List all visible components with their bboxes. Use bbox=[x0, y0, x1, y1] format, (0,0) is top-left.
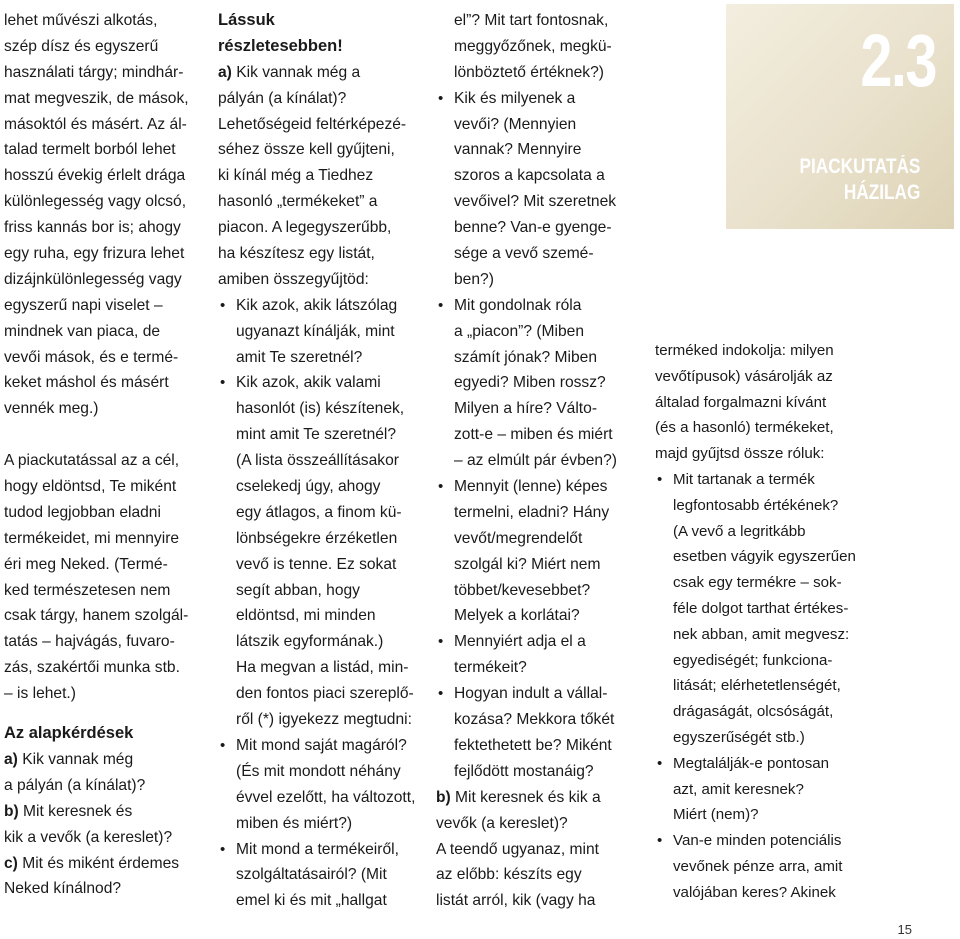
question-line bbox=[4, 851, 204, 877]
text-line: ben?) bbox=[454, 270, 494, 288]
text-line: a „piacon”? (Miben bbox=[454, 322, 585, 340]
text-line: ről (*) igyekezz megtudni: bbox=[236, 711, 412, 729]
text-line: Lehetőségeid feltérképezé- bbox=[218, 115, 407, 133]
text-line: hasonlót (is) készítenek, bbox=[236, 400, 405, 418]
text-line: vevőtípusok) vásárolják az bbox=[655, 367, 833, 385]
text-line: amit Te szeretnél? bbox=[236, 348, 363, 366]
question-text: Mit és miként érdemes bbox=[17, 854, 180, 872]
text-line: mindnek van piaca, de bbox=[4, 322, 161, 340]
column-4 bbox=[655, 338, 855, 906]
text-line: termékeit? bbox=[454, 659, 527, 677]
text-line: hasonló „termékeket” a bbox=[218, 193, 378, 211]
text-line: kozása? Mekkora tőkét bbox=[454, 711, 615, 729]
text-line: évvel ezelőtt, ha változott, bbox=[236, 788, 416, 806]
text-line: hosszú évekig érlelt drága bbox=[4, 167, 186, 185]
chapter-title-line-2: HÁZILAG bbox=[843, 181, 920, 204]
column-2 bbox=[218, 8, 428, 914]
text-line: egyszerűségét stb.) bbox=[673, 728, 805, 746]
text-line: Lássuk bbox=[218, 11, 275, 29]
question-label: c) bbox=[4, 854, 18, 872]
text-line: – az elmúlt pár évben?) bbox=[454, 452, 617, 470]
text-line: tatás – hajvágás, fuvaro- bbox=[4, 633, 175, 651]
text-line: Milyen a híre? Válto- bbox=[454, 400, 598, 418]
bullet-item bbox=[655, 828, 855, 854]
text-line: esetben vágyik egyszerűen bbox=[673, 548, 856, 566]
bullet-text: Mit mond a termékeiről, bbox=[236, 840, 399, 858]
bullet-item bbox=[436, 86, 646, 112]
text-line: szép dísz és egyszerű bbox=[4, 37, 159, 55]
chapter-box bbox=[726, 4, 954, 229]
text-line: egyediségét; funkciona- bbox=[673, 651, 833, 669]
text-line: drágaságát, olcsóságát, bbox=[673, 703, 834, 721]
question-text: Kik vannak még bbox=[17, 750, 134, 768]
text-line: séhez össze kell gyűjteni, bbox=[218, 141, 395, 159]
bullet-text: Mennyit (lenne) képes bbox=[454, 478, 608, 496]
bullet-text: Megtalálják-e pontosan bbox=[673, 754, 830, 772]
bullet-item bbox=[218, 733, 428, 759]
text-line: vevő is tenne. Ez sokat bbox=[236, 555, 397, 573]
bullet-text: Mennyiért adja el a bbox=[454, 633, 586, 651]
bullet-text: Van-e minden potenciális bbox=[673, 832, 842, 850]
text-line: azt, amit keresnek? bbox=[673, 780, 804, 798]
bullet-text: Kik azok, akik valami bbox=[236, 374, 381, 392]
question-line bbox=[4, 747, 204, 773]
text-line: legfontosabb értékének? bbox=[673, 496, 839, 514]
text-line: segít abban, hogy bbox=[236, 581, 360, 599]
text-line: Melyek a korlátai? bbox=[454, 607, 580, 625]
bullet-text: Mit tartanak a termék bbox=[673, 470, 815, 488]
text-line: lehet művészi alkotás, bbox=[4, 12, 158, 29]
text-line: Ha megvan a listád, min- bbox=[236, 659, 409, 677]
text-line: fektethetett be? Miként bbox=[454, 736, 612, 754]
bullet-icon: • bbox=[657, 470, 663, 488]
text-line: keket máshol és másért bbox=[4, 374, 169, 392]
text-line: számít jónak? Miben bbox=[454, 348, 598, 366]
text-line: féle dolgot tarthat értékes- bbox=[673, 599, 849, 617]
text-line: dizájnkülönlegesség vagy bbox=[4, 270, 182, 288]
text-line: eldöntsd, mi minden bbox=[236, 607, 376, 625]
text-line: általad forgalmazni kívánt bbox=[655, 393, 827, 411]
text-line: (A vevő a legritkább bbox=[673, 522, 806, 540]
text-line: vannak? Mennyire bbox=[454, 141, 582, 159]
text-line: részletesebben! bbox=[218, 36, 343, 55]
question-label: b) bbox=[436, 788, 451, 806]
text-line: valójában keres? Akinek bbox=[673, 883, 836, 901]
text-line: (A lista összeállításakor bbox=[236, 452, 399, 470]
text-line: mat megveszik, de mások, bbox=[4, 89, 189, 107]
bullet-icon: • bbox=[220, 374, 226, 392]
bullet-icon: • bbox=[438, 685, 444, 703]
bullet-item bbox=[436, 681, 646, 707]
text-line: kik a vevők (a kereslet)? bbox=[4, 828, 173, 846]
text-line: emel ki és mit „hallgat bbox=[236, 892, 387, 910]
text-line: csak egy termékre – sok- bbox=[673, 574, 842, 592]
text-line: hogy eldöntsd, Te miként bbox=[4, 478, 177, 496]
text-line: Miért (nem)? bbox=[673, 806, 759, 824]
text-line: A teendő ugyanaz, mint bbox=[436, 840, 599, 858]
bullet-item bbox=[218, 370, 428, 396]
text-line: egy ruha, egy frizura lehet bbox=[4, 245, 185, 263]
text-line: vevői mások, és e termé- bbox=[4, 348, 179, 366]
text-line: fejlődött mostanáig? bbox=[454, 762, 594, 780]
bullet-item bbox=[436, 293, 646, 319]
text-line: zás, szakértői munka stb. bbox=[4, 659, 180, 677]
text-line: különlegesség vagy olcsó, bbox=[4, 193, 187, 211]
text-line: vevők (a kereslet)? bbox=[436, 814, 568, 832]
text-line: látszik egyformának.) bbox=[236, 633, 384, 651]
text-line: (és a hasonló) termékeket, bbox=[655, 419, 834, 437]
bullet-icon: • bbox=[438, 296, 444, 314]
question-text: Mit keresnek és kik a bbox=[450, 788, 601, 806]
text-line: egyszerű napi viselet – bbox=[4, 296, 163, 314]
text-line: vevőt/megrendelőt bbox=[454, 529, 583, 547]
bullet-icon: • bbox=[220, 840, 226, 858]
text-line: a pályán (a kínálat)? bbox=[4, 776, 146, 794]
text-line: Neked kínálnod? bbox=[4, 880, 122, 898]
question-label: a) bbox=[4, 750, 18, 768]
question-line bbox=[218, 60, 428, 86]
text-line: litását; elérhetetlenségét, bbox=[673, 677, 841, 695]
bullet-text: Hogyan indult a vállal- bbox=[454, 685, 608, 703]
bullet-item bbox=[218, 293, 428, 319]
text-line: ki kínál még a Tiedhez bbox=[218, 167, 374, 185]
text-line: benne? Van-e gyenge- bbox=[454, 219, 612, 237]
spacer bbox=[4, 422, 204, 448]
column-3 bbox=[436, 8, 646, 914]
text-line: mint amit Te szeretnél? bbox=[236, 426, 397, 444]
text-line: zott-e – miben és miért bbox=[454, 426, 613, 444]
bullet-item bbox=[655, 751, 855, 777]
text-line: friss kannás bor is; ahogy bbox=[4, 219, 181, 237]
text-line: szolgál ki? Miért nem bbox=[454, 555, 601, 573]
text-line: cselekedj úgy, ahogy bbox=[236, 478, 381, 496]
bullet-item bbox=[655, 467, 855, 493]
text-line: pályán (a kínálat)? bbox=[218, 89, 347, 107]
text-line: termelni, eladni? Hány bbox=[454, 503, 610, 521]
text-line: csak tárgy, hanem szolgál- bbox=[4, 607, 189, 625]
bullet-text: Mit gondolnak róla bbox=[454, 296, 582, 314]
bullet-text: Kik és milyenek a bbox=[454, 89, 576, 107]
bullet-icon: • bbox=[438, 633, 444, 651]
text-line: (És mit mondott néhány bbox=[236, 762, 401, 780]
text-line: éri meg Neked. (Termé- bbox=[4, 555, 168, 573]
text-line: A piackutatással az a cél, bbox=[4, 452, 180, 470]
text-line: az előbb: készíts egy bbox=[436, 866, 582, 884]
text-line: el”? Mit tart fontosnak, bbox=[454, 12, 609, 29]
text-line: lönbségekre érzéketlen bbox=[236, 529, 398, 547]
text-line: listát arról, kik (vagy ha bbox=[436, 892, 596, 910]
text-line: egyedi? Miben rossz? bbox=[454, 374, 606, 392]
text-line: másoktól és másért. Az ál- bbox=[4, 115, 187, 133]
text-line: egy átlagos, a finom kü- bbox=[236, 503, 402, 521]
question-text: Kik vannak még a bbox=[231, 63, 361, 81]
text-line: lönböztető értéknek?) bbox=[454, 63, 604, 81]
text-line: miben és miért?) bbox=[236, 814, 353, 832]
bullet-item bbox=[218, 837, 428, 863]
text-line: ugyanazt kínálják, mint bbox=[236, 322, 395, 340]
text-line: használati tárgy; mindhár- bbox=[4, 63, 184, 81]
question-label: a) bbox=[218, 63, 232, 81]
text-line: vevői? (Mennyien bbox=[454, 115, 577, 133]
column-1 bbox=[4, 8, 204, 902]
spacer bbox=[4, 707, 204, 721]
bullet-item bbox=[436, 474, 646, 500]
text-line: többet/kevesebbet? bbox=[454, 581, 591, 599]
text-line: nek abban, amit megvesz: bbox=[673, 625, 850, 643]
text-line: terméked indokolja: milyen bbox=[655, 342, 834, 359]
bullet-icon: • bbox=[438, 478, 444, 496]
text-line: ha készítesz egy listát, bbox=[218, 245, 375, 263]
question-label: b) bbox=[4, 802, 19, 820]
text-line: tudod legjobban eladni bbox=[4, 503, 161, 521]
text-line: majd gyűjtsd össze róluk: bbox=[655, 445, 825, 463]
text-line: vevőnek pénze arra, amit bbox=[673, 857, 843, 875]
text-line: Az alapkérdések bbox=[4, 724, 134, 743]
page-number: 15 bbox=[897, 922, 912, 937]
text-line: talad termelt borból lehet bbox=[4, 141, 176, 159]
text-line: szoros a kapcsolata a bbox=[454, 167, 605, 185]
text-line: vennék meg.) bbox=[4, 400, 99, 418]
question-line bbox=[4, 799, 204, 825]
chapter-number: 2.3 bbox=[860, 19, 936, 102]
text-line: piacon. A legegyszerűbb, bbox=[218, 219, 392, 237]
text-line: meggyőzőnek, megkü- bbox=[454, 37, 612, 55]
text-line: szolgáltatásairól? (Mit bbox=[236, 866, 387, 884]
bullet-item bbox=[436, 629, 646, 655]
text-line: ked természetesen nem bbox=[4, 581, 171, 599]
bullet-text: Kik azok, akik látszólag bbox=[236, 296, 398, 314]
question-line bbox=[436, 785, 646, 811]
bullet-text: Mit mond saját magáról? bbox=[236, 736, 407, 754]
text-line: amiben összegyűjtöd: bbox=[218, 270, 369, 288]
bullet-icon: • bbox=[657, 754, 663, 772]
bullet-icon: • bbox=[438, 89, 444, 107]
text-line: – is lehet.) bbox=[4, 685, 76, 703]
text-line: den fontos piaci szereplő- bbox=[236, 685, 414, 703]
text-line: termékeidet, mi mennyire bbox=[4, 529, 180, 547]
chapter-title-line-1: PIACKUTATÁS bbox=[799, 155, 920, 178]
chapter-title bbox=[799, 154, 920, 206]
bullet-icon: • bbox=[220, 296, 226, 314]
bullet-icon: • bbox=[657, 832, 663, 850]
bullet-icon: • bbox=[220, 736, 226, 754]
text-line: sége a vevő szemé- bbox=[454, 245, 594, 263]
text-line: vevőivel? Mit szeretnek bbox=[454, 193, 617, 211]
question-text: Mit keresnek és bbox=[18, 802, 133, 820]
